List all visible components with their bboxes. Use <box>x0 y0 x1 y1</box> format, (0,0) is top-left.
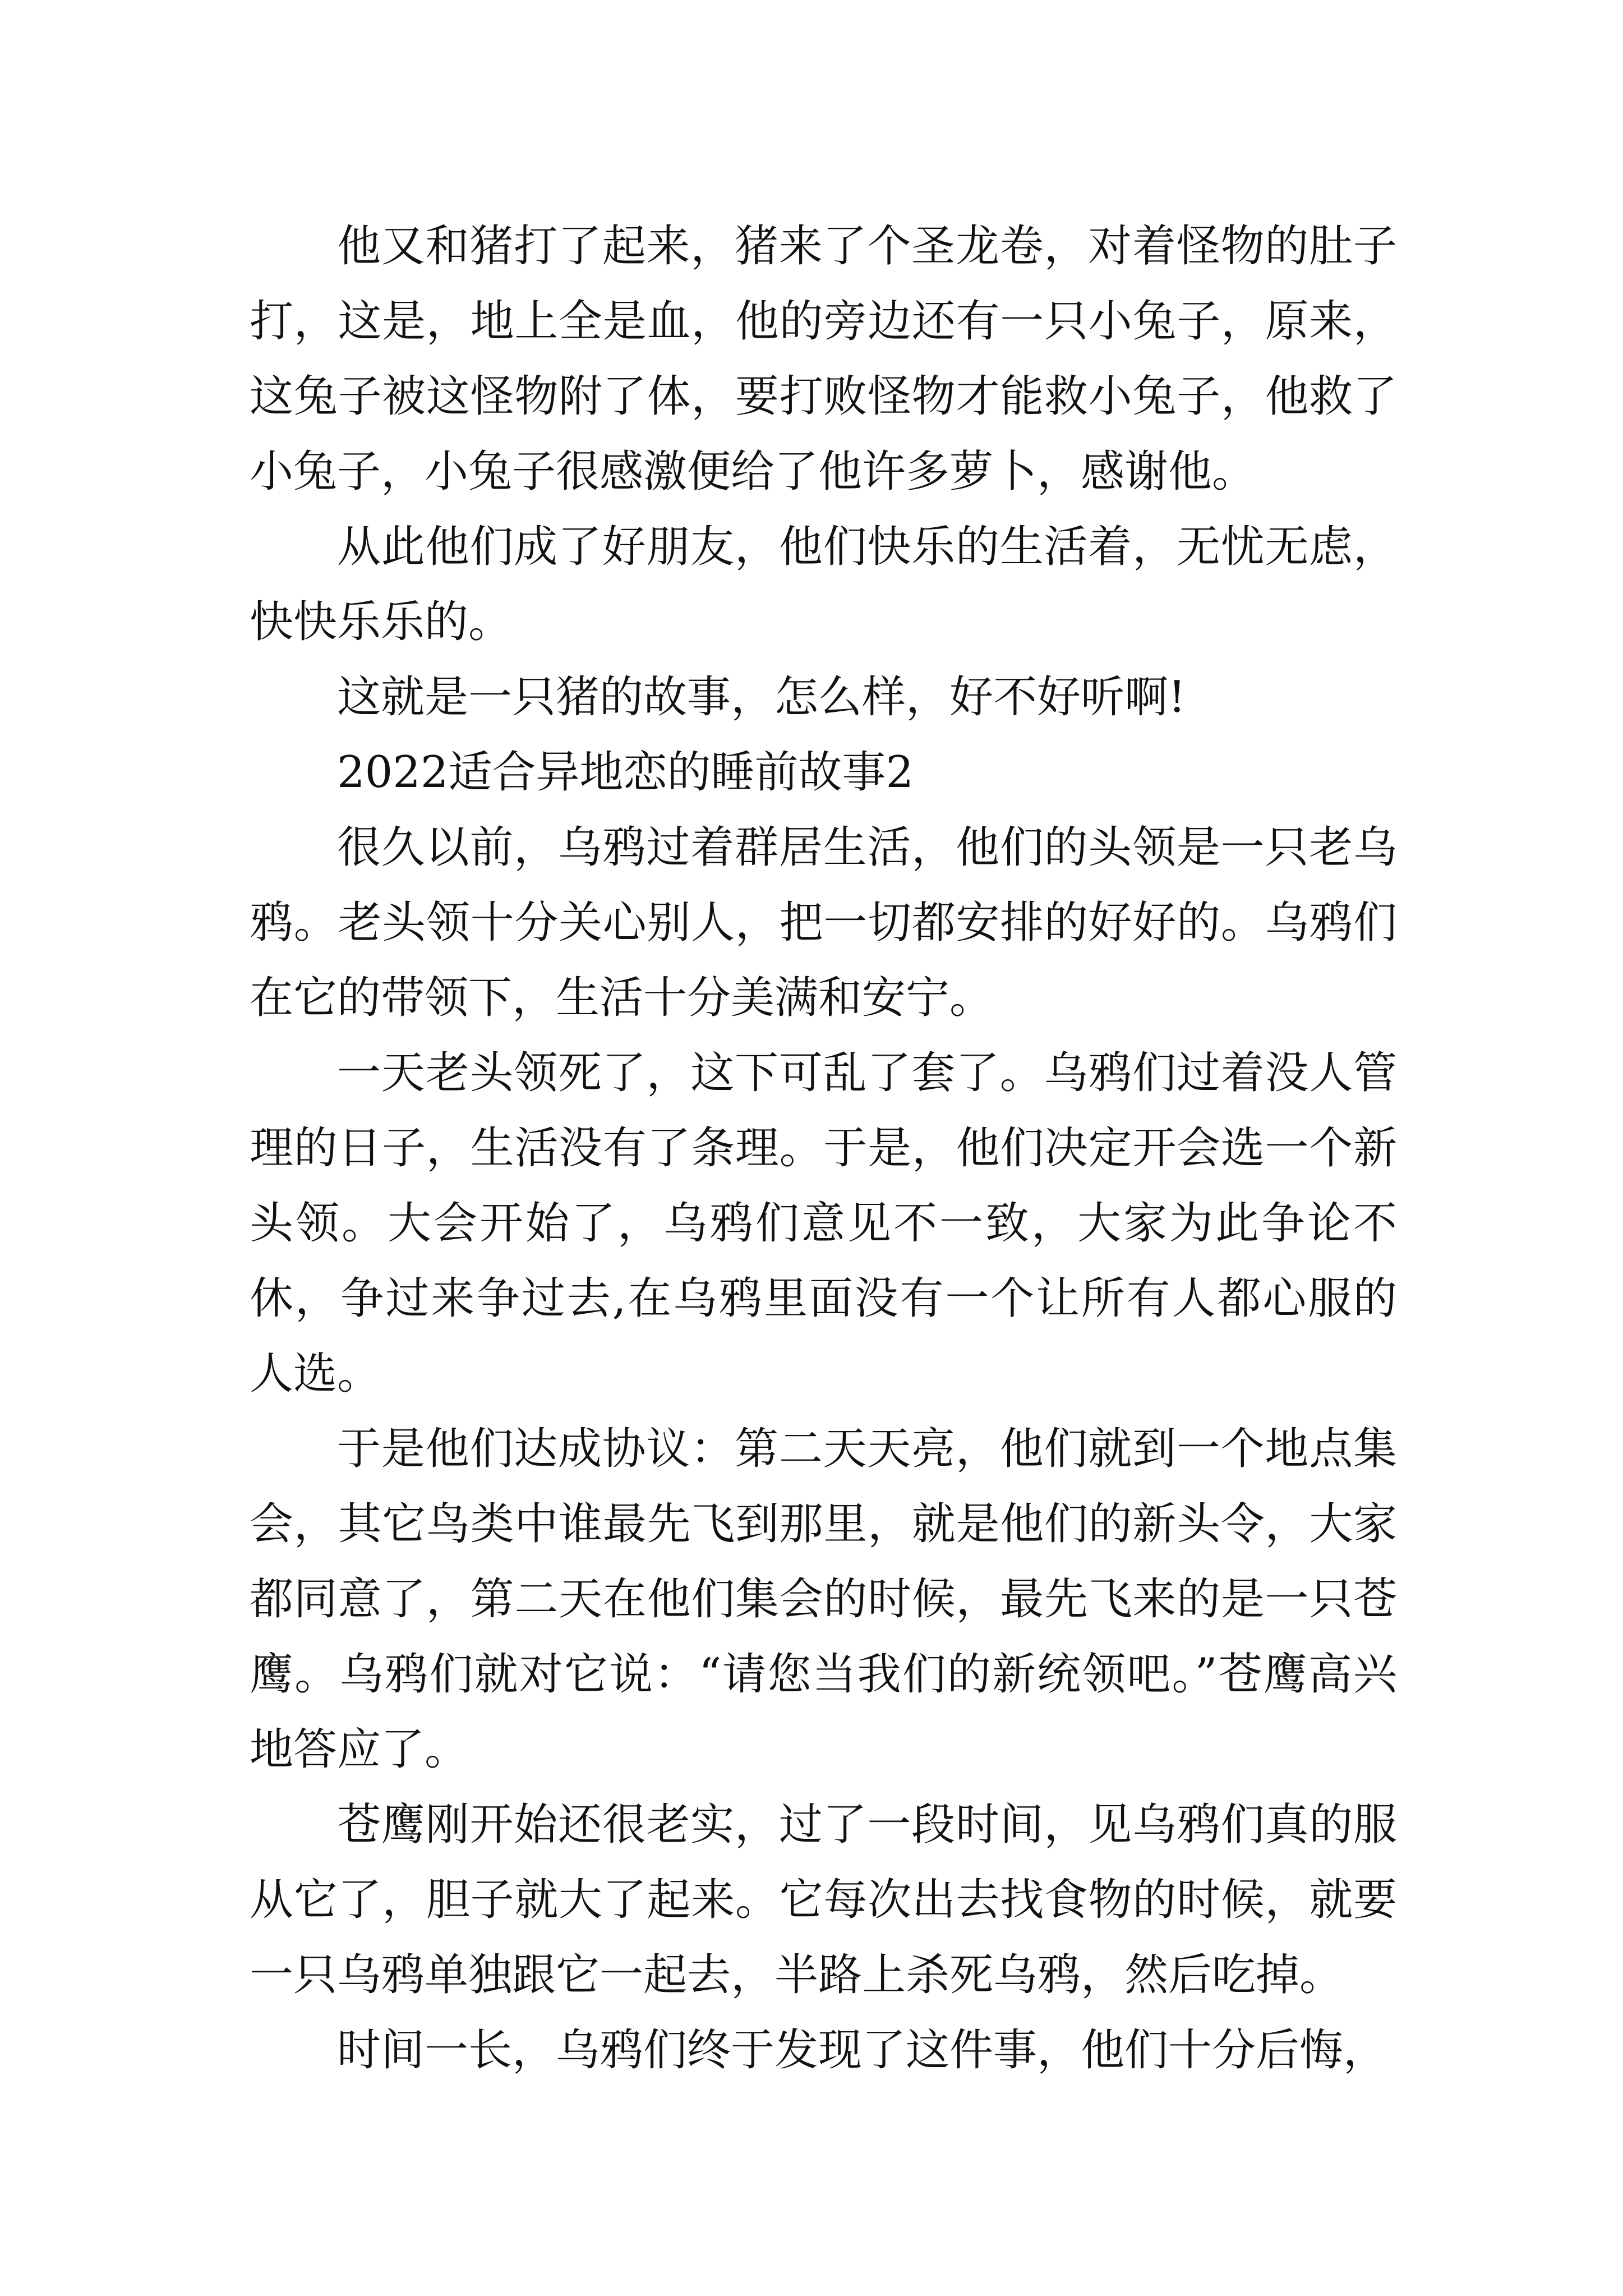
paragraph: 从此他们成了好朋友，他们快乐的生活着，无忧无虑，快快乐乐的。 <box>250 522 1397 647</box>
paragraph: 这就是一只猪的故事，怎么样，好不好听啊! <box>337 672 1186 723</box>
story-title: 2022适合异地恋的睡前故事2 <box>337 747 914 798</box>
paragraph: 他又和猪打了起来，猪来了个圣龙卷，对着怪物的肚子打，这是，地上全是血，他的旁边还有一只小兔子，原来，这兔子被这怪物附了体，要打败怪物才能救小兔子，他救了小兔子，小兔子很感激便给了他许多萝卜，感谢他。 <box>250 221 1397 497</box>
paragraph: 很久以前，乌鸦过着群居生活，他们的头领是一只老乌鸦。老头领十分关心别人，把一切都安排的好好的。乌鸦们在它的带领下，生活十分美满和安宁。 <box>250 822 1397 1023</box>
document-body <box>250 209 1397 2088</box>
paragraph: 一天老头领死了，这下可乱了套了。乌鸦们过着没人管理的日子，生活没有了条理。于是，他们决定开会选一个新头领。大会开始了，乌鸦们意见不一致，大家为此争论不休，争过来争过去,在乌鸦里面没有一个让所有人都心服的人选。 <box>250 1048 1397 1399</box>
paragraph: 时间一长，乌鸦们终于发现了这件事，他们十分后悔， <box>337 2025 1387 2076</box>
paragraph: 于是他们达成协议：第二天天亮，他们就到一个地点集会，其它鸟类中谁最先飞到那里，就是他们的新头令，大家都同意了，第二天在他们集会的时候，最先飞来的是一只苍鹰。乌鸦们就对它说：“请您当我们的新统领吧。”苍鹰高兴地答应了。 <box>250 1424 1397 1775</box>
paragraph: 苍鹰刚开始还很老实，过了一段时间，见乌鸦们真的服从它了，胆子就大了起来。它每次出去找食物的时候，就要一只乌鸦单独跟它一起去，半路上杀死乌鸦，然后吃掉。 <box>250 1800 1397 2000</box>
